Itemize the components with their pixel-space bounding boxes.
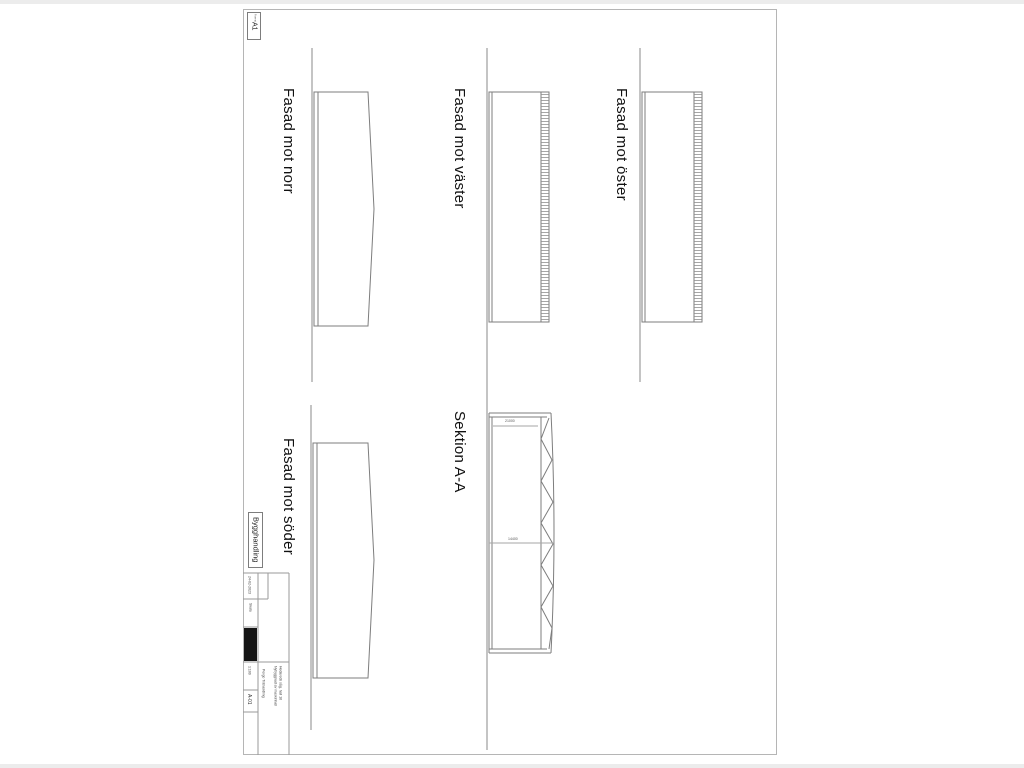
fasad-norr-outline <box>314 92 374 326</box>
format-box-format: A1 <box>250 21 258 31</box>
sektion-dim-mid-text: 14400 <box>508 537 518 541</box>
sektion-truss-web <box>541 418 553 649</box>
sektion-roof-curve <box>551 413 554 653</box>
fasad-oster-drawing <box>642 92 702 322</box>
stamp-box <box>248 512 263 568</box>
view-label-fasad-norr: Fasad mot norr <box>280 88 297 194</box>
title-block-drawing-number: A-01 <box>246 694 252 705</box>
ground-lines <box>311 48 640 750</box>
sektion-drawing <box>489 413 554 653</box>
fasad-soder-outline <box>313 443 374 678</box>
title-block-project-line2: Nybyggnad av maskinhall <box>273 666 278 706</box>
title-block-scale-label: Skala <box>248 603 253 612</box>
format-box <box>247 12 261 40</box>
fasad-vaster-outline <box>489 92 549 322</box>
sektion-dim-top-text: 21000 <box>505 419 515 423</box>
fasad-norr-drawing <box>314 92 374 326</box>
view-label-fasad-oster: Fasad mot öster <box>613 88 630 201</box>
view-label-sektion: Sektion A-A <box>451 411 468 493</box>
fasad-oster-roof-hatch <box>694 92 702 322</box>
title-block-grid <box>243 573 289 755</box>
stamp-text: Bygghandling <box>251 517 261 563</box>
title-block-project-line1: Hedareds såg, hall 18 <box>278 666 283 701</box>
fasad-oster-outline <box>642 92 702 322</box>
fasad-vaster-drawing <box>489 92 549 322</box>
title-block-logo-bar <box>244 628 257 661</box>
view-label-fasad-vaster: Fasad mot väster <box>451 88 468 209</box>
title-block-company: Pergo Trähandling <box>261 669 266 698</box>
fasad-soder-drawing <box>313 443 374 678</box>
format-box-small-text: Format <box>253 14 257 22</box>
view-label-fasad-soder: Fasad mot söder <box>280 438 297 556</box>
title-block-scale: 1:100 <box>247 666 252 675</box>
fasad-vaster-roof-hatch <box>541 92 549 322</box>
title-block-date: 24-02-2023 <box>247 576 252 594</box>
